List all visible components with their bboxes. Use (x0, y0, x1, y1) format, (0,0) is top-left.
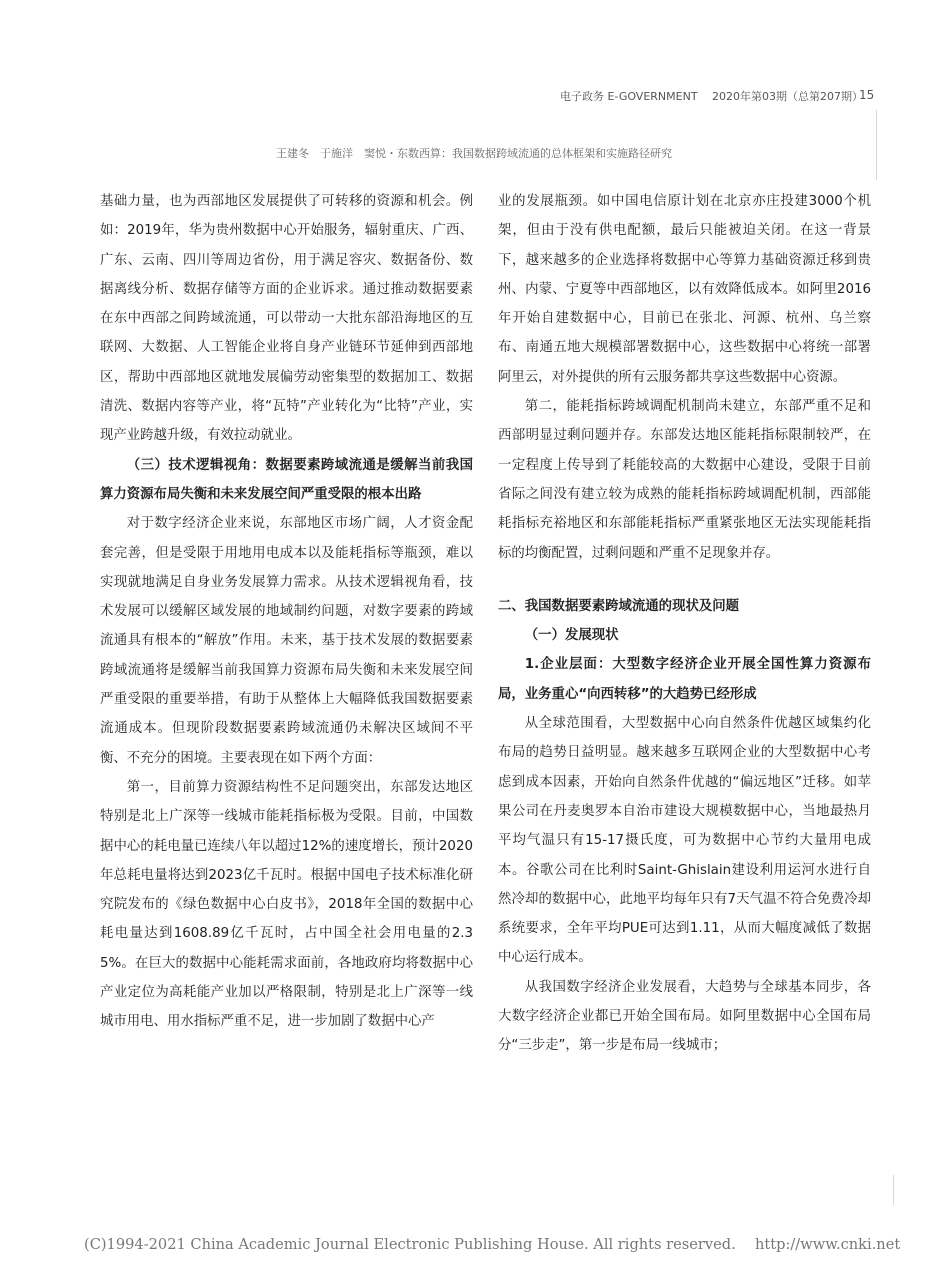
paragraph: 对于数字经济企业来说，东部地区市场广阔，人才资金配套完善，但是受限于用地用电成本以及能耗指标等瓶颈，难以实现就地满足自身业务发展算力需求。从技术逻辑视角看，技术发展可以缓解区域发展的地域制约问题，对数字要素的跨域流通具有根本的“解放”作用。未来，基于技术发展的数据要素跨域流通将是缓解当前我国算力资源布局失衡和未来发展空间严重受限的重要举措，有助于从整体上大幅降低我国数据要素流通成本。但现阶段数据要素跨域流通仍未解决区域间不平衡、不充分的困境。主要表现在如下两个方面： (100, 516, 473, 766)
journal-header (560, 88, 880, 104)
paragraph: 从全球范围看，大型数据中心向自然条件优越区域集约化布局的趋势日益明显。越来越多互联网企业的大型数据中心考虑到成本因素，开始向自然条件优越的“偏远地区”迁移。如苹果公司在丹麦奥罗本自治市建设大规模数据中心，当地最热月平均气温只有15-17摄氏度，可为数据中心节约大量用电成本。谷歌公司在比利时Saint-Ghislain建设利用运河水进行自然冷却的数据中心，此地平均每年只有7天气温不符合免费冷却系统要求，全年平均PUE可达到1.11，从而大幅度减低了数据中心运行成本。 (498, 716, 871, 966)
paragraph: 业的发展瓶颈。如中国电信原计划在北京亦庄投建3000个机架，但由于没有供电配额，最后只能被迫关闭。在这一背景下，越来越多的企业选择将数据中心等算力基础资源迁移到贵州、内蒙、宁夏等中西部地区，以有效降低成本。如阿里2016年开始自建数据中心，目前已在张北、河源、杭州、乌兰察布、南通五地大规模部署数据中心，这些数据中心将统一部署阿里云，对外提供的所有云服务都共享这些数据中心资源。 (498, 194, 871, 385)
column-rule (893, 1175, 894, 1205)
header-rule (876, 110, 877, 180)
section-heading: （三）技术逻辑视角：数据要素跨域流通是缓解当前我国算力资源布局失衡和未来发展空间严重受限的根本出路 (100, 457, 473, 502)
copyright-footer: (C)1994-2021 China Academic Journal Electronic Publishing House. All rights reserved. http://www.cnki.net (84, 1236, 901, 1253)
subsection-heading: （一）发展现状 (524, 628, 619, 644)
journal-title: 电子政务 E-GOVERNMENT 2020年第03期（总第207期） (560, 90, 864, 103)
section-heading: 二、我国数据要素跨域流通的现状及问题 (498, 598, 740, 614)
paragraph: 从我国数字经济企业发展看，大趋势与全球基本同步，各大数字经济企业都已开始全国布局。如阿里数据中心全国布局分“三步走”，第一步是布局一线城市； (498, 979, 871, 1054)
paragraph: 第一，目前算力资源结构性不足问题突出，东部发达地区特别是北上广深等一线城市能耗指标极为受限。目前，中国数据中心的耗电量已连续八年以超过12%的速度增长，预计2020年总耗电量将达到2023亿千瓦时。根据中国电子技术标准化研究院发布的《绿色数据中心白皮书》，2018年全国的数据中心耗电量达到1608.89亿千瓦时，占中国全社会用电量的2.35%。在巨大的数据中心能耗需求面前，各地政府均将数据中心产业定位为高耗能产业加以严格限制，特别是北上广深等一线城市用电、用水指标严重不足，进一步加剧了数据中心产 (100, 779, 473, 1030)
subsection-heading: 1.企业层面：大型数字经济企业开展全国性算力资源布局，业务重心“向西转移”的大趋势已经形成 (498, 657, 871, 702)
paragraph: 基础力量，也为西部地区发展提供了可转移的资源和机会。例如：2019年，华为贵州数据中心开始服务，辐射重庆、广西、广东、云南、四川等周边省份，用于满足容灾、数据备份、数据离线分析、数据存储等方面的企业诉求。通过推动数据要素在东中西部之间跨域流通，可以带动一大批东部沿海地区的互联网、大数据、人工智能企业将自身产业链环节延伸到西部地区，帮助中西部地区就地发展偏劳动密集型的数据加工、数据清洗、数据内容等产业，将“瓦特”产业转化为“比特”产业，实现产业跨越升级，有效拉动就业。 (100, 194, 473, 444)
paragraph: 第二，能耗指标跨域调配机制尚未建立，东部严重不足和西部明显过剩问题并存。东部发达地区能耗指标限制较严，在一定程度上传导到了耗能较高的大数据中心建设，受限于目前省际之间没有建立较为成熟的能耗指标跨域调配机制，西部能耗指标充裕地区和东部能耗指标严重紧张地区无法实现能耗指标的均衡配置，过剩问题和严重不足现象并存。 (498, 399, 871, 561)
page-number: 15 (859, 88, 875, 102)
right-column (498, 187, 871, 1061)
running-title: 王建冬 于施洋 窦悦・东数西算：我国数据跨域流通的总体框架和实施路径研究 (276, 147, 672, 160)
left-column (100, 187, 473, 1037)
